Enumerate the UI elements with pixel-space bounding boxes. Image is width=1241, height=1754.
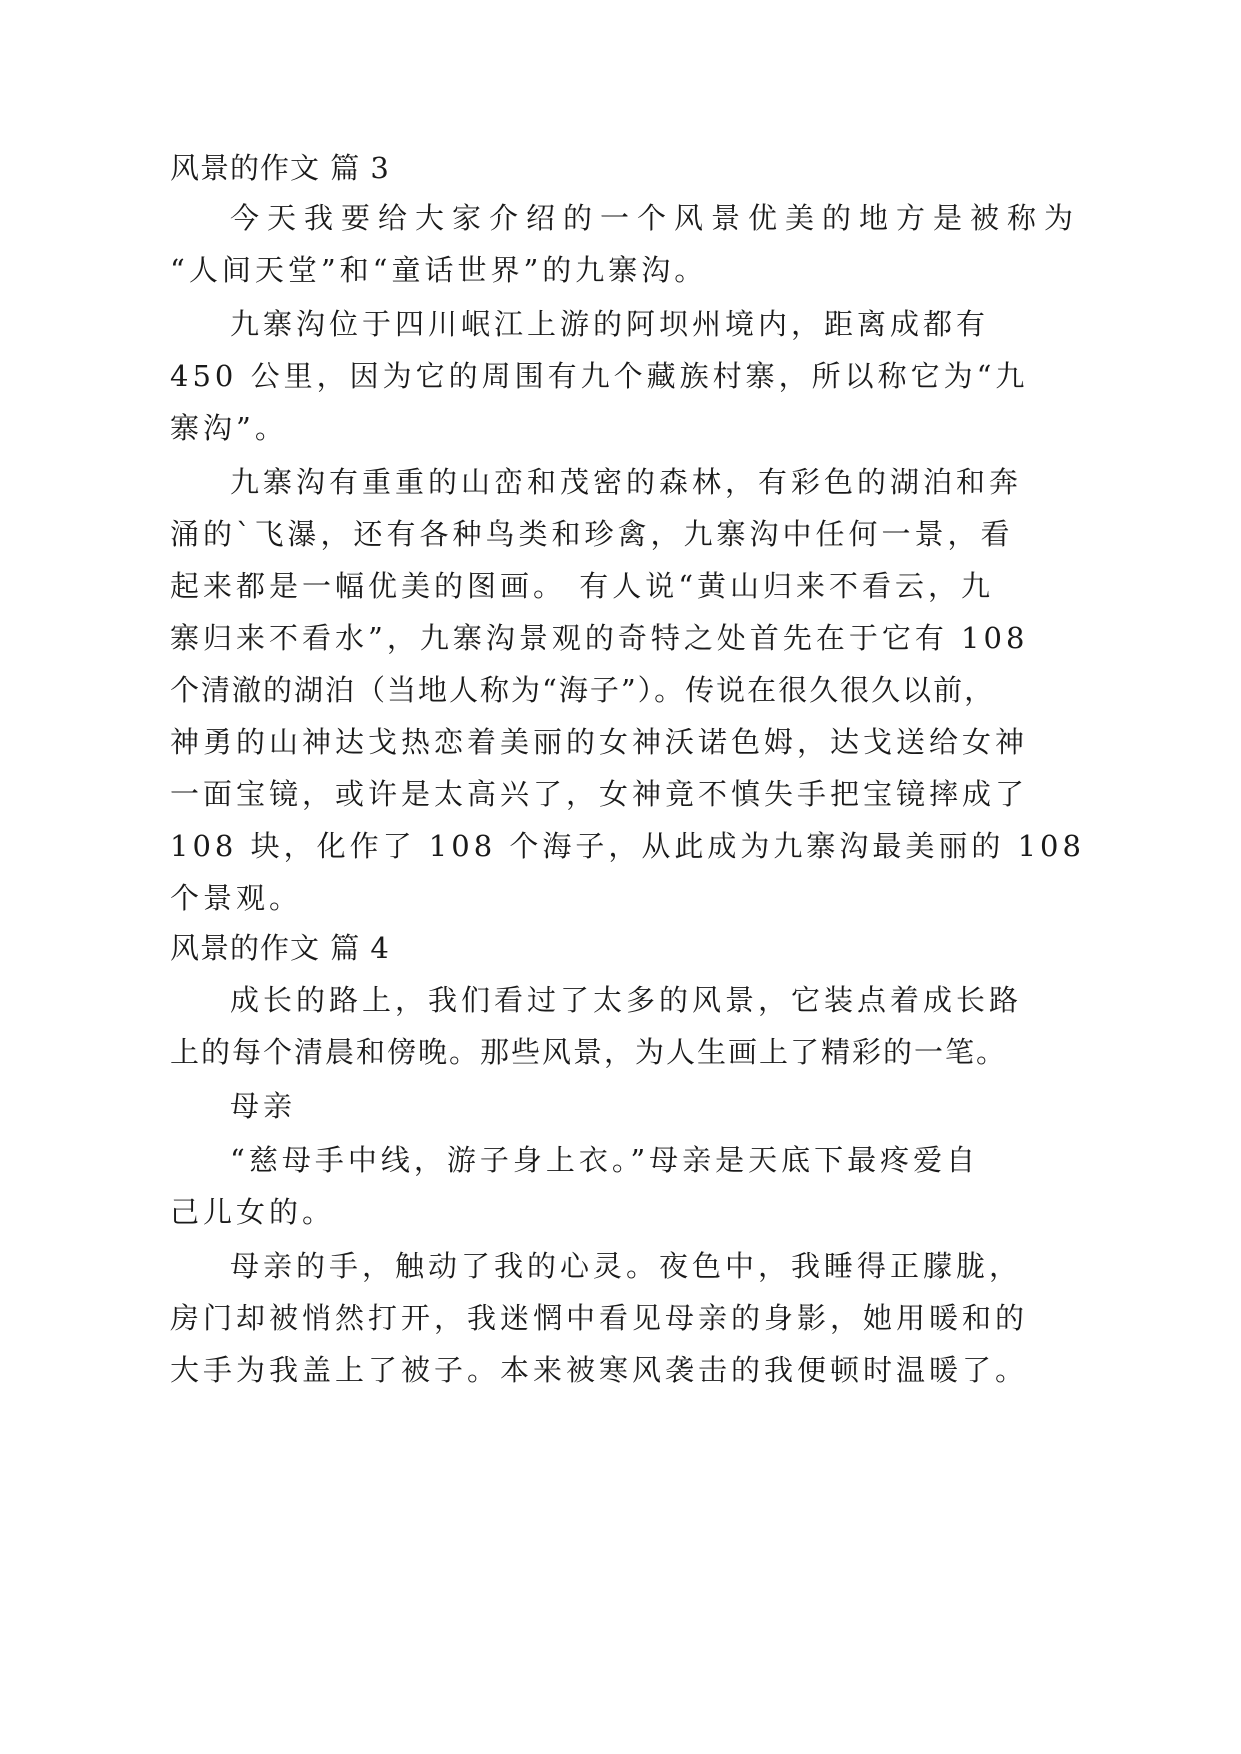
- document-page: 风景的作文 篇 3 今天我要给大家介绍的一个风景优美的地方是被称为 “人间天堂”和“童话世界”的九寨沟。 九寨沟位于四川岷江上游的阿坝州境内，距离成都有 450 公里，因为它的周围有九个藏族村寨，所以称它为“九 寨沟”。 九寨沟有重重的山峦和茂密的森林，有彩色的湖泊和奔 涌的`飞瀑，还有各种鸟类和珍禽，九寨沟中任何一景，看 起来都是一幅优美的图画。 有人说“黄山归来不看云，九 寨归来不看水”，九寨沟景观的奇特之处首先在于它有 108 个清澈的湖泊（当地人称为“海子”）。传说在很久很久以前， 神勇的山神达戈热恋着美丽的女神沃诺色姆，达戈送给女神 一面宝镜，或许是太高兴了，女神竟不慎失手把宝镜摔成了 108 块，化作了 108 个海子，从此成为九寨沟最美丽的 108 个景观。 风景的作文 篇 4 成长的路上，我们看过了太多的风景，它装点着成长路 上的每个清晨和傍晚。那些风景，为人生画上了精彩的一笔。 母亲 “慈母手中线，游子身上衣。”母亲是天底下最疼爱自 己儿女的。 母亲的手，触动了我的心灵。夜色中，我睡得正朦胧， 房门却被悄然打开，我迷惘中看见母亲的身影，她用暖和的 大手为我盖上了被子。本来被寒风袭击的我便顿时温暖了。: [170, 151, 1085, 1387]
